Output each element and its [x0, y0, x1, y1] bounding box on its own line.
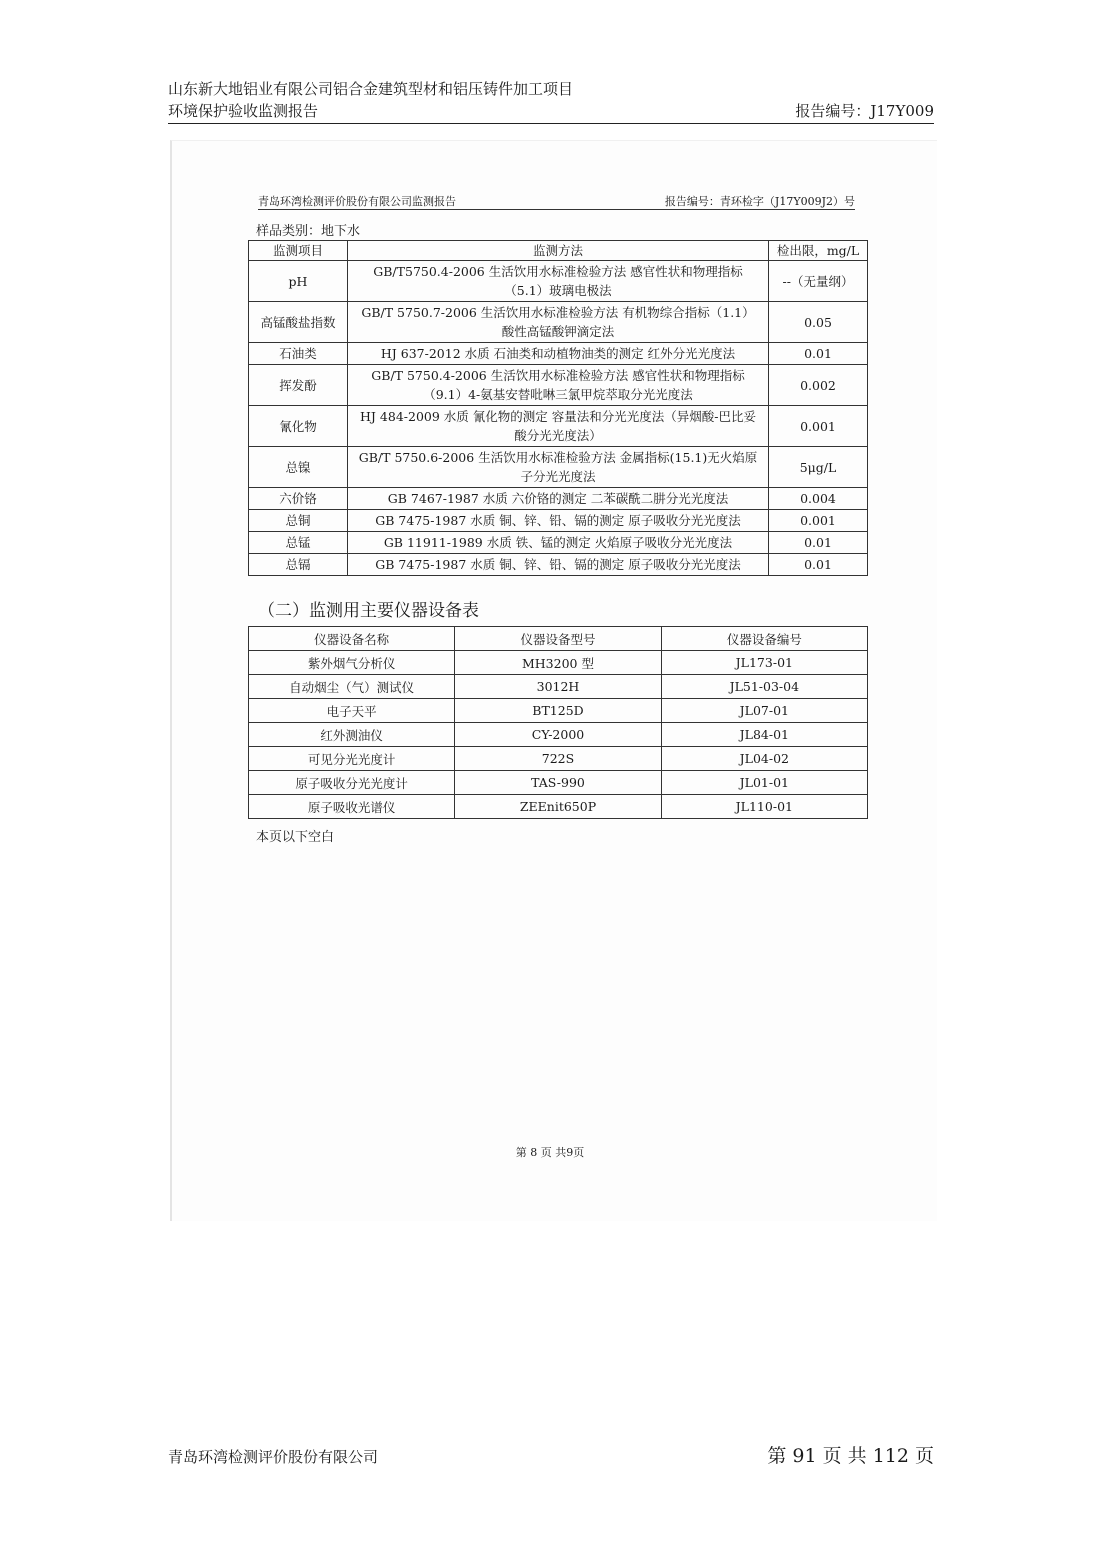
inner-company-report: 青岛环湾检测评价股份有限公司监测报告: [258, 195, 456, 208]
monitoring-item: 氰化物: [249, 406, 348, 447]
monitoring-item: 总铜: [249, 510, 348, 532]
table-row: [249, 795, 868, 819]
equipment-name: 可见分光光度计: [249, 747, 455, 771]
sample-type: 样品类别：地下水: [256, 224, 361, 239]
equipment-code: JL51-03-04: [661, 675, 867, 699]
column-header: 仪器设备编号: [661, 627, 867, 651]
table-row: [249, 447, 868, 488]
monitoring-item: 高锰酸盐指数: [249, 302, 348, 343]
inner-header-divider: [258, 209, 855, 210]
table-row: [249, 510, 868, 532]
outer-footer: [168, 1441, 934, 1468]
equipment-model: BT125D: [455, 699, 661, 723]
column-header: 监测方法: [348, 241, 769, 261]
detection-limit: 0.05: [769, 302, 868, 343]
equipment-name: 自动烟尘（气）测试仪: [249, 675, 455, 699]
monitoring-item: 挥发酚: [249, 365, 348, 406]
equipment-table: [248, 626, 868, 819]
monitoring-item: 总锰: [249, 532, 348, 554]
table-row: [249, 365, 868, 406]
detection-limit: 0.01: [769, 554, 868, 576]
monitoring-method: GB/T 5750.4-2006 生活饮用水标准检验方法 感官性状和物理指标（9.1）4-氨基安替吡啉三氯甲烷萃取分光光度法: [348, 365, 769, 406]
equipment-model: ZEEnit650P: [455, 795, 661, 819]
equipment-code: JL110-01: [661, 795, 867, 819]
table-row: [249, 532, 868, 554]
equipment-model: CY-2000: [455, 723, 661, 747]
footer-page-number: 第 91 页 共 112 页: [767, 1445, 934, 1467]
detection-limit: --（无量纲）: [769, 261, 868, 302]
inner-report-number: 报告编号：青环检字（J17Y009J2）号: [664, 195, 855, 208]
outer-report-number: 报告编号：J17Y009: [795, 102, 934, 120]
table-row: [249, 261, 868, 302]
methods-table: [248, 240, 868, 576]
equipment-model: MH3200 型: [455, 651, 661, 675]
equipment-name: 红外测油仪: [249, 723, 455, 747]
inner-page-number: 第 8 页 共9页: [515, 1146, 585, 1159]
table-row: [249, 406, 868, 447]
outer-header: [168, 78, 934, 122]
equipment-code: JL01-01: [661, 771, 867, 795]
table-row: [249, 723, 868, 747]
table-header-row: [249, 241, 868, 261]
monitoring-method: GB 7475-1987 水质 铜、锌、铅、镉的测定 原子吸收分光光度法: [348, 510, 769, 532]
monitoring-method: GB/T5750.4-2006 生活饮用水标准检验方法 感官性状和物理指标（5.1）玻璃电极法: [348, 261, 769, 302]
equipment-code: JL07-01: [661, 699, 867, 723]
monitoring-item: 总镍: [249, 447, 348, 488]
table-row: [249, 554, 868, 576]
detection-limit: 0.001: [769, 406, 868, 447]
monitoring-item: 六价铬: [249, 488, 348, 510]
equipment-model: TAS-990: [455, 771, 661, 795]
column-header: 仪器设备型号: [455, 627, 661, 651]
monitoring-method: HJ 637-2012 水质 石油类和动植物油类的测定 红外分光光度法: [348, 343, 769, 365]
equipment-name: 原子吸收分光光度计: [249, 771, 455, 795]
project-title: 山东新大地铝业有限公司铝合金建筑型材和铝压铸件加工项目: [168, 80, 574, 98]
header-divider: [168, 123, 934, 124]
section-title: （二）监测用主要仪器设备表: [258, 601, 479, 621]
equipment-code: JL84-01: [661, 723, 867, 747]
monitoring-item: 石油类: [249, 343, 348, 365]
monitoring-item: pH: [249, 261, 348, 302]
table-row: [249, 488, 868, 510]
table-row: [249, 771, 868, 795]
table-row: [249, 343, 868, 365]
column-header: 检出限，mg/L: [769, 241, 868, 261]
monitoring-method: GB 7475-1987 水质 铜、锌、铅、镉的测定 原子吸收分光光度法: [348, 554, 769, 576]
equipment-name: 紫外烟气分析仪: [249, 651, 455, 675]
detection-limit: 0.002: [769, 365, 868, 406]
detection-limit: 0.01: [769, 532, 868, 554]
table-header-row: [249, 627, 868, 651]
detection-limit: 5μg/L: [769, 447, 868, 488]
monitoring-item: 总镉: [249, 554, 348, 576]
equipment-name: 原子吸收光谱仪: [249, 795, 455, 819]
table-row: [249, 675, 868, 699]
monitoring-method: GB 11911-1989 水质 铁、锰的测定 火焰原子吸收分光光度法: [348, 532, 769, 554]
column-header: 监测项目: [249, 241, 348, 261]
footer-company: 青岛环湾检测评价股份有限公司: [168, 1448, 379, 1466]
monitoring-method: GB/T 5750.7-2006 生活饮用水标准检验方法 有机物综合指标（1.1）酸性高锰酸钾滴定法: [348, 302, 769, 343]
table-row: [249, 699, 868, 723]
equipment-name: 电子天平: [249, 699, 455, 723]
equipment-model: 722S: [455, 747, 661, 771]
table-row: [249, 302, 868, 343]
equipment-code: JL173-01: [661, 651, 867, 675]
detection-limit: 0.004: [769, 488, 868, 510]
equipment-model: 3012H: [455, 675, 661, 699]
detection-limit: 0.001: [769, 510, 868, 532]
column-header: 仪器设备名称: [249, 627, 455, 651]
monitoring-method: GB/T 5750.6-2006 生活饮用水标准检验方法 金属指标(15.1)无火焰原子分光光度法: [348, 447, 769, 488]
report-title: 环境保护验收监测报告: [168, 102, 319, 120]
table-row: [249, 747, 868, 771]
monitoring-method: HJ 484-2009 水质 氰化物的测定 容量法和分光光度法（异烟酸-巴比妥酸分光光度法）: [348, 406, 769, 447]
detection-limit: 0.01: [769, 343, 868, 365]
equipment-code: JL04-02: [661, 747, 867, 771]
table-row: [249, 651, 868, 675]
end-note: 本页以下空白: [256, 830, 335, 845]
inner-header: [258, 193, 855, 209]
monitoring-method: GB 7467-1987 水质 六价铬的测定 二苯碳酰二肼分光光度法: [348, 488, 769, 510]
